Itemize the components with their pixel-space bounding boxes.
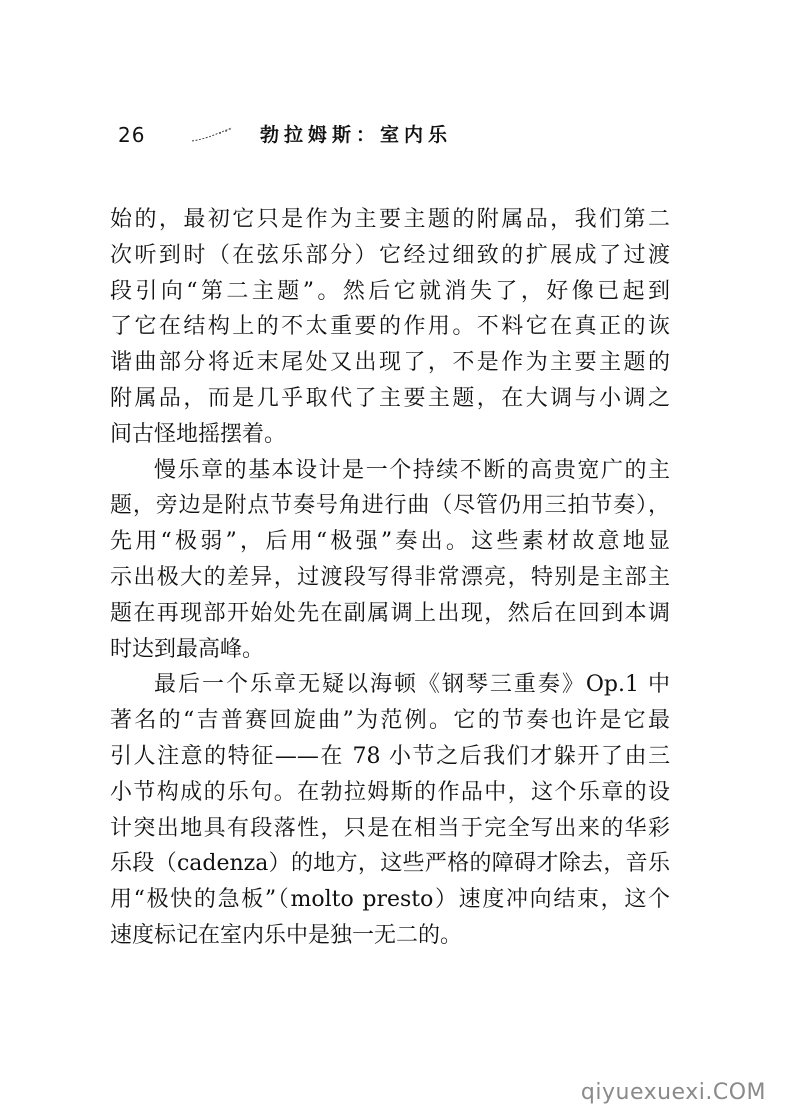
site-watermark: qiyuexuexi.COM [580, 1080, 766, 1105]
text-line: 题在再现部开始处先在副属调上出现，然后在回到本调 [110, 600, 670, 626]
text-line: 时达到最高峰。 [110, 636, 265, 662]
text-line: 段引向“第二主题”。然后它就消失了，好像已起到 [110, 278, 670, 304]
running-title: 勃拉姆斯：室内乐 [260, 124, 453, 146]
running-header [118, 120, 538, 150]
text-line: 速度标记在室内乐中是独一无二的。 [110, 922, 463, 948]
text-line: 附属品，而是几乎取代了主要主题，在大调与小调之 [110, 385, 670, 411]
text-line: 最后一个乐章无疑以海顿《钢琴三重奏》Op.1 中 [154, 672, 670, 698]
text-line: 谐曲部分将近末尾处又出现了，不是作为主要主题的 [110, 350, 670, 376]
text-line: 小节构成的乐句。在勃拉姆斯的作品中，这个乐章的设 [110, 779, 670, 805]
text-line: 乐段（cadenza）的地方，这些严格的障碍才除去，音乐 [110, 851, 670, 877]
text-line: 次听到时（在弦乐部分）它经过细致的扩展成了过渡 [110, 242, 670, 268]
text-line: 示出极大的差异，过渡段写得非常漂亮，特别是主部主 [110, 564, 670, 590]
text-line: 用“极快的急板”（molto presto）速度冲向结束，这个 [110, 887, 670, 913]
text-line: 著名的“吉普赛回旋曲”为范例。它的节奏也许是它最 [110, 708, 670, 734]
page-number: 26 [118, 123, 146, 147]
paragraph [110, 453, 670, 668]
text-line: 间古怪地摇摆着。 [110, 421, 287, 447]
paragraph [110, 202, 670, 453]
text-line: 题，旁边是附点节奏号角进行曲（尽管仍用三拍节奏）， [110, 493, 670, 519]
text-line: 了它在结构上的不太重要的作用。不料它在真正的诙 [110, 314, 670, 340]
text-line: 引人注意的特征——在 78 小节之后我们才躲开了由三 [110, 743, 670, 769]
header-ornament [190, 126, 234, 144]
text-line: 始的，最初它只是作为主要主题的附属品，我们第二 [110, 207, 670, 232]
body-text [110, 202, 670, 954]
text-line: 计突出地具有段落性，只是在相当于完全写出来的华彩 [110, 815, 670, 841]
text-line: 先用“极弱”，后用“极强”奏出。这些素材故意地显 [110, 529, 670, 555]
paragraph [110, 667, 670, 953]
text-line: 慢乐章的基本设计是一个持续不断的高贵宽广的主 [154, 457, 670, 483]
